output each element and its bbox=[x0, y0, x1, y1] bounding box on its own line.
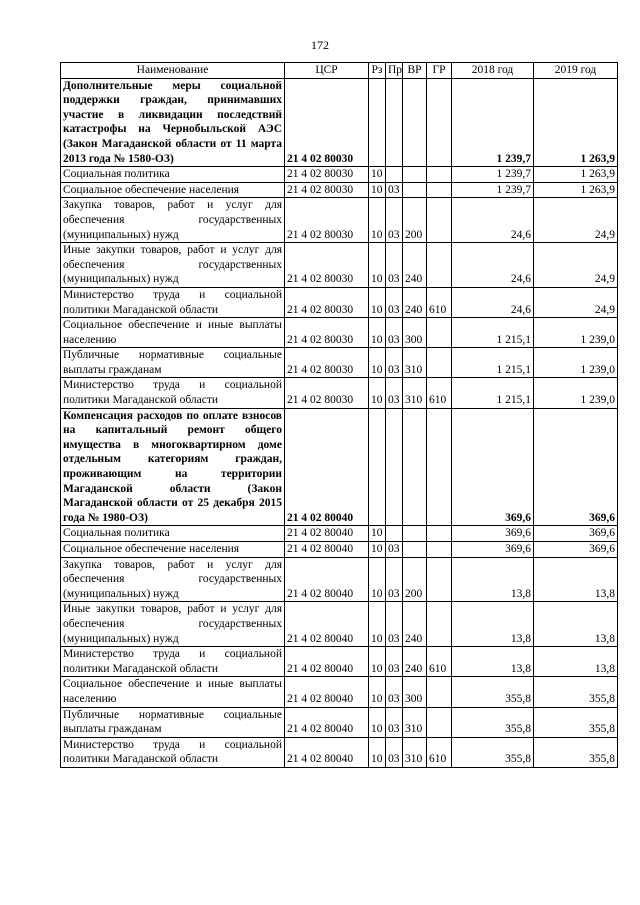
row-value-2018: 355,8 bbox=[452, 677, 534, 707]
row-pr: 03 bbox=[386, 542, 403, 558]
row-gr bbox=[427, 408, 452, 526]
row-value-2019: 1 239,0 bbox=[534, 378, 618, 408]
row-value-2019: 1 263,9 bbox=[534, 182, 618, 198]
row-csr: 21 4 02 80040 bbox=[285, 737, 369, 767]
row-vr: 240 bbox=[403, 602, 427, 647]
table-row bbox=[61, 287, 618, 317]
row-vr bbox=[403, 408, 427, 526]
row-value-2018: 24,6 bbox=[452, 287, 534, 317]
table-row bbox=[61, 707, 618, 737]
row-value-2019: 369,6 bbox=[534, 542, 618, 558]
row-value-2019: 13,8 bbox=[534, 602, 618, 647]
row-rz: 10 bbox=[369, 526, 386, 542]
row-rz: 10 bbox=[369, 557, 386, 602]
row-value-2018: 369,6 bbox=[452, 408, 534, 526]
row-value-2018: 369,6 bbox=[452, 542, 534, 558]
row-rz: 10 bbox=[369, 707, 386, 737]
row-rz: 10 bbox=[369, 318, 386, 348]
row-csr: 21 4 02 80040 bbox=[285, 408, 369, 526]
row-value-2018: 355,8 bbox=[452, 707, 534, 737]
table-row bbox=[61, 378, 618, 408]
row-pr: 03 bbox=[386, 318, 403, 348]
header-csr: ЦСР bbox=[285, 63, 369, 79]
row-value-2019: 355,8 bbox=[534, 707, 618, 737]
table-row bbox=[61, 167, 618, 183]
table-row bbox=[61, 647, 618, 677]
row-value-2018: 24,6 bbox=[452, 198, 534, 243]
row-vr bbox=[403, 167, 427, 183]
row-value-2019: 13,8 bbox=[534, 557, 618, 602]
row-csr: 21 4 02 80040 bbox=[285, 526, 369, 542]
row-value-2019: 24,9 bbox=[534, 198, 618, 243]
table-row bbox=[61, 677, 618, 707]
row-name: Дополнительные меры социальной поддержки граждан, принимавших участие в ликвидации последствий катастрофы на Чернобыльской АЭС (Закон Магаданской области от 11 марта 2013 года № 1580-ОЗ) bbox=[61, 78, 285, 167]
row-gr bbox=[427, 707, 452, 737]
row-value-2018: 13,8 bbox=[452, 647, 534, 677]
row-csr: 21 4 02 80030 bbox=[285, 167, 369, 183]
row-gr bbox=[427, 198, 452, 243]
row-rz: 10 bbox=[369, 182, 386, 198]
row-value-2019: 13,8 bbox=[534, 647, 618, 677]
row-vr: 240 bbox=[403, 647, 427, 677]
header-2019: 2019 год bbox=[534, 63, 618, 79]
row-vr: 300 bbox=[403, 318, 427, 348]
row-value-2019: 355,8 bbox=[534, 677, 618, 707]
row-csr: 21 4 02 80040 bbox=[285, 707, 369, 737]
row-value-2019: 355,8 bbox=[534, 737, 618, 767]
row-name: Иные закупки товаров, работ и услуг для обеспечения государственных (муниципальных) нужд bbox=[61, 243, 285, 288]
row-vr: 310 bbox=[403, 348, 427, 378]
row-name: Закупка товаров, работ и услуг для обеспечения государственных (муниципальных) нужд bbox=[61, 557, 285, 602]
row-gr: 610 bbox=[427, 647, 452, 677]
row-vr: 310 bbox=[403, 707, 427, 737]
row-vr bbox=[403, 542, 427, 558]
row-gr: 610 bbox=[427, 737, 452, 767]
row-vr bbox=[403, 78, 427, 167]
row-gr bbox=[427, 602, 452, 647]
row-gr: 610 bbox=[427, 287, 452, 317]
row-gr bbox=[427, 348, 452, 378]
header-vr: ВР bbox=[403, 63, 427, 79]
row-value-2019: 1 263,9 bbox=[534, 78, 618, 167]
table-header-row bbox=[61, 63, 618, 79]
table-row bbox=[61, 737, 618, 767]
row-rz: 10 bbox=[369, 677, 386, 707]
row-value-2019: 24,9 bbox=[534, 243, 618, 288]
row-pr: 03 bbox=[386, 737, 403, 767]
row-rz: 10 bbox=[369, 348, 386, 378]
row-value-2018: 13,8 bbox=[452, 557, 534, 602]
row-csr: 21 4 02 80030 bbox=[285, 243, 369, 288]
row-gr bbox=[427, 243, 452, 288]
table-row bbox=[61, 318, 618, 348]
row-value-2018: 24,6 bbox=[452, 243, 534, 288]
row-value-2018: 1 239,7 bbox=[452, 182, 534, 198]
row-vr: 200 bbox=[403, 198, 427, 243]
table-row bbox=[61, 182, 618, 198]
row-pr: 03 bbox=[386, 243, 403, 288]
table-row bbox=[61, 602, 618, 647]
row-name: Социальное обеспечение населения bbox=[61, 182, 285, 198]
row-csr: 21 4 02 80030 bbox=[285, 78, 369, 167]
row-pr: 03 bbox=[386, 647, 403, 677]
row-rz: 10 bbox=[369, 602, 386, 647]
row-value-2019: 1 239,0 bbox=[534, 318, 618, 348]
table-row bbox=[61, 542, 618, 558]
row-name: Компенсация расходов по оплате взносов на капитальный ремонт общего имущества в многоквартирном доме отдельным категориям граждан, проживающим на территории Магаданской области (Закон Магаданской области от 25 декабря 2015 года № 1980-ОЗ) bbox=[61, 408, 285, 526]
row-pr: 03 bbox=[386, 602, 403, 647]
row-gr: 610 bbox=[427, 378, 452, 408]
row-pr bbox=[386, 408, 403, 526]
row-gr bbox=[427, 318, 452, 348]
row-name: Социальное обеспечение населения bbox=[61, 542, 285, 558]
row-rz: 10 bbox=[369, 167, 386, 183]
table-row bbox=[61, 198, 618, 243]
row-name: Иные закупки товаров, работ и услуг для обеспечения государственных (муниципальных) нужд bbox=[61, 602, 285, 647]
row-pr bbox=[386, 167, 403, 183]
row-rz: 10 bbox=[369, 198, 386, 243]
row-name: Министерство труда и социальной политики Магаданской области bbox=[61, 378, 285, 408]
row-value-2019: 1 263,9 bbox=[534, 167, 618, 183]
header-pr: Пр bbox=[386, 63, 403, 79]
row-value-2018: 369,6 bbox=[452, 526, 534, 542]
row-value-2019: 369,6 bbox=[534, 408, 618, 526]
row-csr: 21 4 02 80030 bbox=[285, 287, 369, 317]
row-name: Министерство труда и социальной политики Магаданской области bbox=[61, 737, 285, 767]
row-csr: 21 4 02 80030 bbox=[285, 348, 369, 378]
row-value-2018: 1 239,7 bbox=[452, 167, 534, 183]
row-name: Социальная политика bbox=[61, 167, 285, 183]
row-csr: 21 4 02 80040 bbox=[285, 602, 369, 647]
table-row bbox=[61, 557, 618, 602]
row-pr: 03 bbox=[386, 677, 403, 707]
row-csr: 21 4 02 80040 bbox=[285, 542, 369, 558]
budget-table bbox=[60, 62, 618, 768]
row-rz: 10 bbox=[369, 542, 386, 558]
row-gr bbox=[427, 526, 452, 542]
row-name: Министерство труда и социальной политики Магаданской области bbox=[61, 647, 285, 677]
table-row bbox=[61, 243, 618, 288]
row-pr: 03 bbox=[386, 707, 403, 737]
row-vr: 310 bbox=[403, 737, 427, 767]
row-value-2019: 24,9 bbox=[534, 287, 618, 317]
row-csr: 21 4 02 80030 bbox=[285, 198, 369, 243]
row-pr: 03 bbox=[386, 348, 403, 378]
row-value-2018: 1 215,1 bbox=[452, 378, 534, 408]
row-rz: 10 bbox=[369, 647, 386, 677]
row-vr bbox=[403, 526, 427, 542]
page-number: 172 bbox=[311, 38, 329, 52]
row-gr bbox=[427, 182, 452, 198]
row-name: Публичные нормативные социальные выплаты гражданам bbox=[61, 707, 285, 737]
row-rz bbox=[369, 408, 386, 526]
row-csr: 21 4 02 80040 bbox=[285, 557, 369, 602]
row-pr bbox=[386, 78, 403, 167]
row-vr: 200 bbox=[403, 557, 427, 602]
row-pr: 03 bbox=[386, 182, 403, 198]
row-vr: 240 bbox=[403, 287, 427, 317]
row-pr: 03 bbox=[386, 198, 403, 243]
header-name: Наименование bbox=[61, 63, 285, 79]
row-gr bbox=[427, 78, 452, 167]
row-value-2019: 1 239,0 bbox=[534, 348, 618, 378]
row-gr bbox=[427, 557, 452, 602]
row-vr: 300 bbox=[403, 677, 427, 707]
row-vr: 310 bbox=[403, 378, 427, 408]
row-name: Социальная политика bbox=[61, 526, 285, 542]
row-value-2019: 369,6 bbox=[534, 526, 618, 542]
row-value-2018: 13,8 bbox=[452, 602, 534, 647]
row-rz: 10 bbox=[369, 243, 386, 288]
row-value-2018: 1 215,1 bbox=[452, 348, 534, 378]
row-vr bbox=[403, 182, 427, 198]
header-rz: Рз bbox=[369, 63, 386, 79]
row-pr: 03 bbox=[386, 557, 403, 602]
row-csr: 21 4 02 80030 bbox=[285, 318, 369, 348]
table-row bbox=[61, 348, 618, 378]
row-gr bbox=[427, 167, 452, 183]
row-rz: 10 bbox=[369, 737, 386, 767]
row-value-2018: 1 239,7 bbox=[452, 78, 534, 167]
row-csr: 21 4 02 80030 bbox=[285, 378, 369, 408]
row-name: Министерство труда и социальной политики Магаданской области bbox=[61, 287, 285, 317]
row-rz bbox=[369, 78, 386, 167]
row-gr bbox=[427, 677, 452, 707]
header-2018: 2018 год bbox=[452, 63, 534, 79]
row-vr: 240 bbox=[403, 243, 427, 288]
row-csr: 21 4 02 80040 bbox=[285, 677, 369, 707]
row-csr: 21 4 02 80040 bbox=[285, 647, 369, 677]
table-row bbox=[61, 526, 618, 542]
row-rz: 10 bbox=[369, 378, 386, 408]
row-csr: 21 4 02 80030 bbox=[285, 182, 369, 198]
row-name: Публичные нормативные социальные выплаты гражданам bbox=[61, 348, 285, 378]
row-value-2018: 355,8 bbox=[452, 737, 534, 767]
row-name: Социальное обеспечение и иные выплаты населению bbox=[61, 677, 285, 707]
row-gr bbox=[427, 542, 452, 558]
row-rz: 10 bbox=[369, 287, 386, 317]
row-pr: 03 bbox=[386, 287, 403, 317]
row-name: Социальное обеспечение и иные выплаты населению bbox=[61, 318, 285, 348]
row-value-2018: 1 215,1 bbox=[452, 318, 534, 348]
row-pr bbox=[386, 526, 403, 542]
row-name: Закупка товаров, работ и услуг для обеспечения государственных (муниципальных) нужд bbox=[61, 198, 285, 243]
table-row bbox=[61, 78, 618, 167]
row-pr: 03 bbox=[386, 378, 403, 408]
header-gr: ГР bbox=[427, 63, 452, 79]
table-row bbox=[61, 408, 618, 526]
